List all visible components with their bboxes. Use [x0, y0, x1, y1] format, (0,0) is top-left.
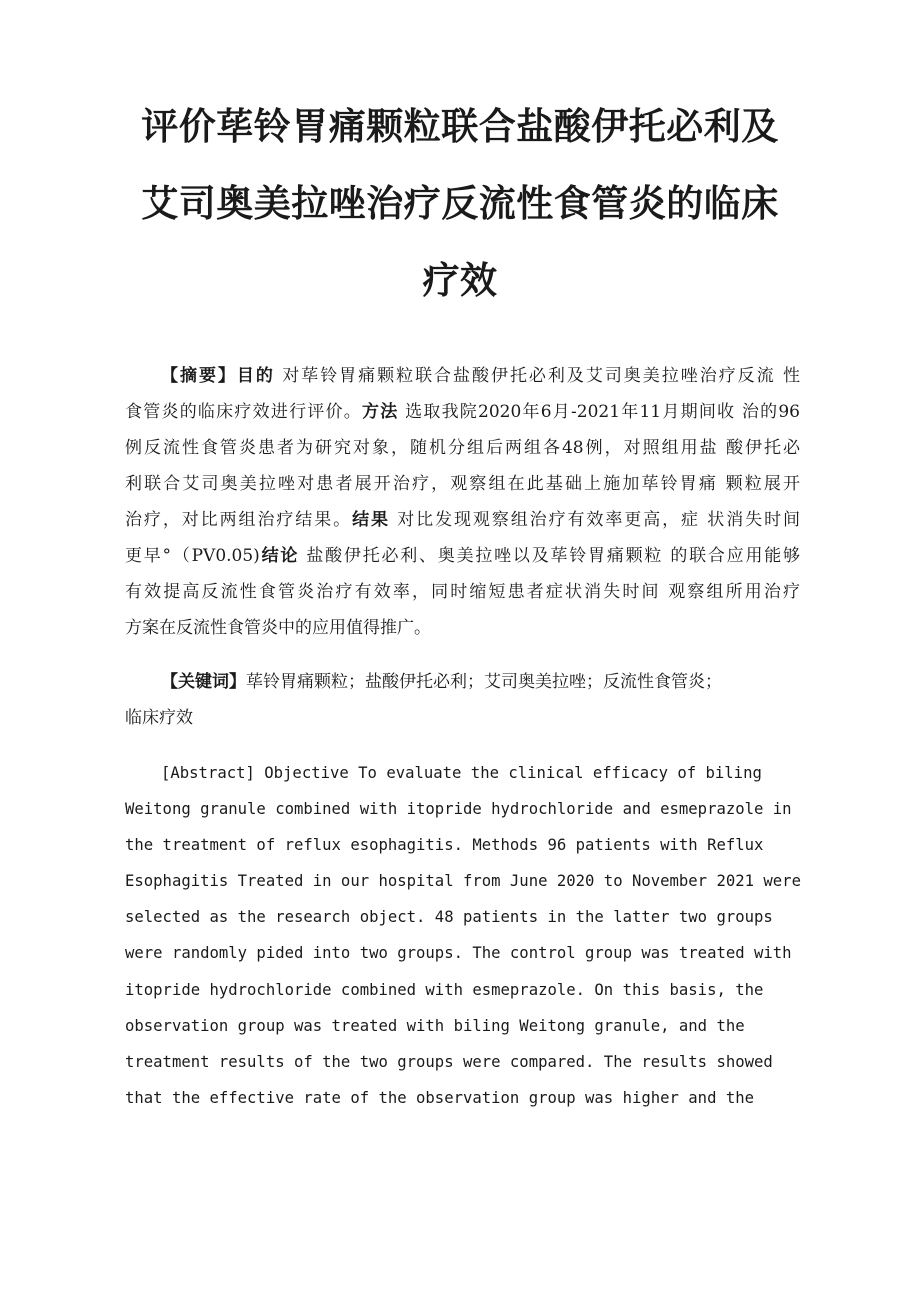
abstract-line: 有效提高反流性食管炎治疗有效率，同时缩短患者症状消失时间 观察组所用治疗: [125, 582, 800, 602]
methods-text: 治疗，对比两组治疗结果。: [125, 510, 353, 530]
english-abstract-line: Esophagitis Treated in our hospital from June 2020 to November 2021 were: [125, 872, 801, 891]
objective-label: 目的: [236, 366, 275, 386]
paper-title: [100, 88, 820, 319]
abstract-label: 【摘要】: [161, 366, 237, 386]
conclusion-label: 结论: [259, 546, 300, 566]
abstract-line: 例反流性食管炎患者为研究对象，随机分组后两组各48例，对照组用盐 酸伊托必: [125, 438, 800, 458]
english-abstract-line: selected as the research object. 48 patients in the latter two groups: [125, 908, 773, 927]
keywords-label: 【关键词】: [161, 672, 246, 692]
methods-text: 选取我院2020年6月-2021年11月期间收 治的96: [398, 402, 801, 422]
english-abstract-line: Weitong granule combined with itopride hydrochloride and esmeprazole in: [125, 800, 792, 819]
abstract-line: [125, 502, 800, 538]
keywords-line: 临床疗效: [125, 708, 193, 728]
title-line-2: 艾司奥美拉唑治疗反流性食管炎的临床: [141, 182, 779, 225]
title-line-3: 疗效: [422, 259, 498, 302]
english-abstract-line: [Abstract] Objective To evaluate the clinical efficacy of biling: [161, 764, 762, 782]
english-abstract-line: itopride hydrochloride combined with esmeprazole. On this basis, the: [125, 980, 764, 999]
keywords-text: 荜铃胃痛颗粒；盐酸伊托必利；艾司奥美拉唑；反流性食管炎；: [246, 672, 722, 692]
methods-label: 方法: [362, 402, 399, 422]
conclusion-text: 盐酸伊托必利、奥美拉唑以及荜铃胃痛颗粒 的联合应用能够: [299, 546, 801, 566]
chinese-keywords: [125, 664, 800, 736]
results-text: 对比发现观察组治疗有效率更高，症 状消失时间: [389, 510, 800, 530]
english-abstract-line: the treatment of reflux esophagitis. Methods 96 patients with Reflux: [125, 836, 764, 855]
results-label: 结果: [352, 510, 390, 530]
objective-text: 对荜铃胃痛颗粒联合盐酸伊托必利及艾司奥美拉唑治疗反流 性: [274, 366, 800, 386]
english-abstract-line: that the effective rate of the observation group was higher and the: [125, 1088, 755, 1107]
english-abstract-line: observation group was treated with biling Weitong granule, and the: [125, 1016, 745, 1035]
abstract-line: [125, 394, 800, 430]
english-abstract-line: were randomly pided into two groups. The control group was treated with: [125, 944, 792, 963]
chinese-abstract: [125, 358, 800, 646]
keywords-line: [125, 664, 800, 700]
abstract-line: [125, 358, 800, 394]
english-abstract: [125, 755, 805, 1116]
abstract-line: 方案在反流性食管炎中的应用值得推广。: [125, 618, 431, 638]
abstract-line: 利联合艾司奥美拉唑对患者展开治疗，观察组在此基础上施加荜铃胃痛 颗粒展开: [125, 474, 800, 494]
objective-text: 食管炎的临床疗效进行评价。: [125, 402, 362, 422]
results-text: 更早°（PV0.05): [125, 546, 260, 566]
abstract-line: [125, 538, 800, 574]
title-line-1: 评价荜铃胃痛颗粒联合盐酸伊托必利及: [141, 105, 779, 148]
english-abstract-line: treatment results of the two groups were compared. The results showed: [125, 1052, 773, 1071]
